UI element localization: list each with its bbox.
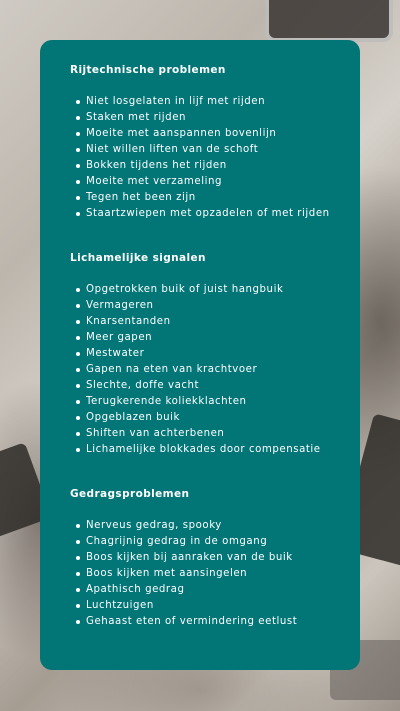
section-title: Lichamelijke signalen xyxy=(70,252,206,264)
list-item: Boos kijken bij aanraken van de buik xyxy=(76,550,336,566)
list-item: Staartzwiepen met opzadelen of met rijden xyxy=(76,206,336,222)
list-item: Gapen na eten van krachtvoer xyxy=(76,362,336,378)
list-item: Moeite met verzameling xyxy=(76,174,336,190)
list-item: Niet losgelaten in lijf met rijden xyxy=(76,94,336,110)
list-item: Opgetrokken buik of juist hangbuik xyxy=(76,282,336,298)
list-item: Lichamelijke blokkades door compensatie xyxy=(76,442,336,458)
section-lichamelijke-signalen xyxy=(70,250,336,458)
section-rijtechnische-problemen xyxy=(70,62,336,222)
list-item: Bokken tijdens het rijden xyxy=(76,158,336,174)
list-item: Staken met rijden xyxy=(76,110,336,126)
list-item: Slechte, doffe vacht xyxy=(76,378,336,394)
symptom-list xyxy=(70,282,336,458)
symptom-list xyxy=(70,518,336,630)
list-item: Vermageren xyxy=(76,298,336,314)
list-item: Boos kijken met aansingelen xyxy=(76,566,336,582)
list-item: Moeite met aanspannen bovenlijn xyxy=(76,126,336,142)
section-title: Gedragsproblemen xyxy=(70,488,190,500)
list-item: Shiften van achterbenen xyxy=(76,426,336,442)
list-item: Apathisch gedrag xyxy=(76,582,336,598)
list-item: Mestwater xyxy=(76,346,336,362)
bridle-buckle-background xyxy=(265,0,393,42)
list-item: Tegen het been zijn xyxy=(76,190,336,206)
list-item: Meer gapen xyxy=(76,330,336,346)
info-card xyxy=(40,40,360,670)
list-item: Terugkerende koliekklachten xyxy=(76,394,336,410)
symptom-list xyxy=(70,94,336,222)
list-item: Gehaast eten of vermindering eetlust xyxy=(76,614,336,630)
list-item: Nerveus gedrag, spooky xyxy=(76,518,336,534)
list-item: Luchtzuigen xyxy=(76,598,336,614)
list-item: Opgeblazen buik xyxy=(76,410,336,426)
section-title: Rijtechnische problemen xyxy=(70,64,226,76)
list-item: Niet willen liften van de schoft xyxy=(76,142,336,158)
list-item: Knarsentanden xyxy=(76,314,336,330)
section-gedragsproblemen xyxy=(70,486,336,630)
list-item: Chagrijnig gedrag in de omgang xyxy=(76,534,336,550)
